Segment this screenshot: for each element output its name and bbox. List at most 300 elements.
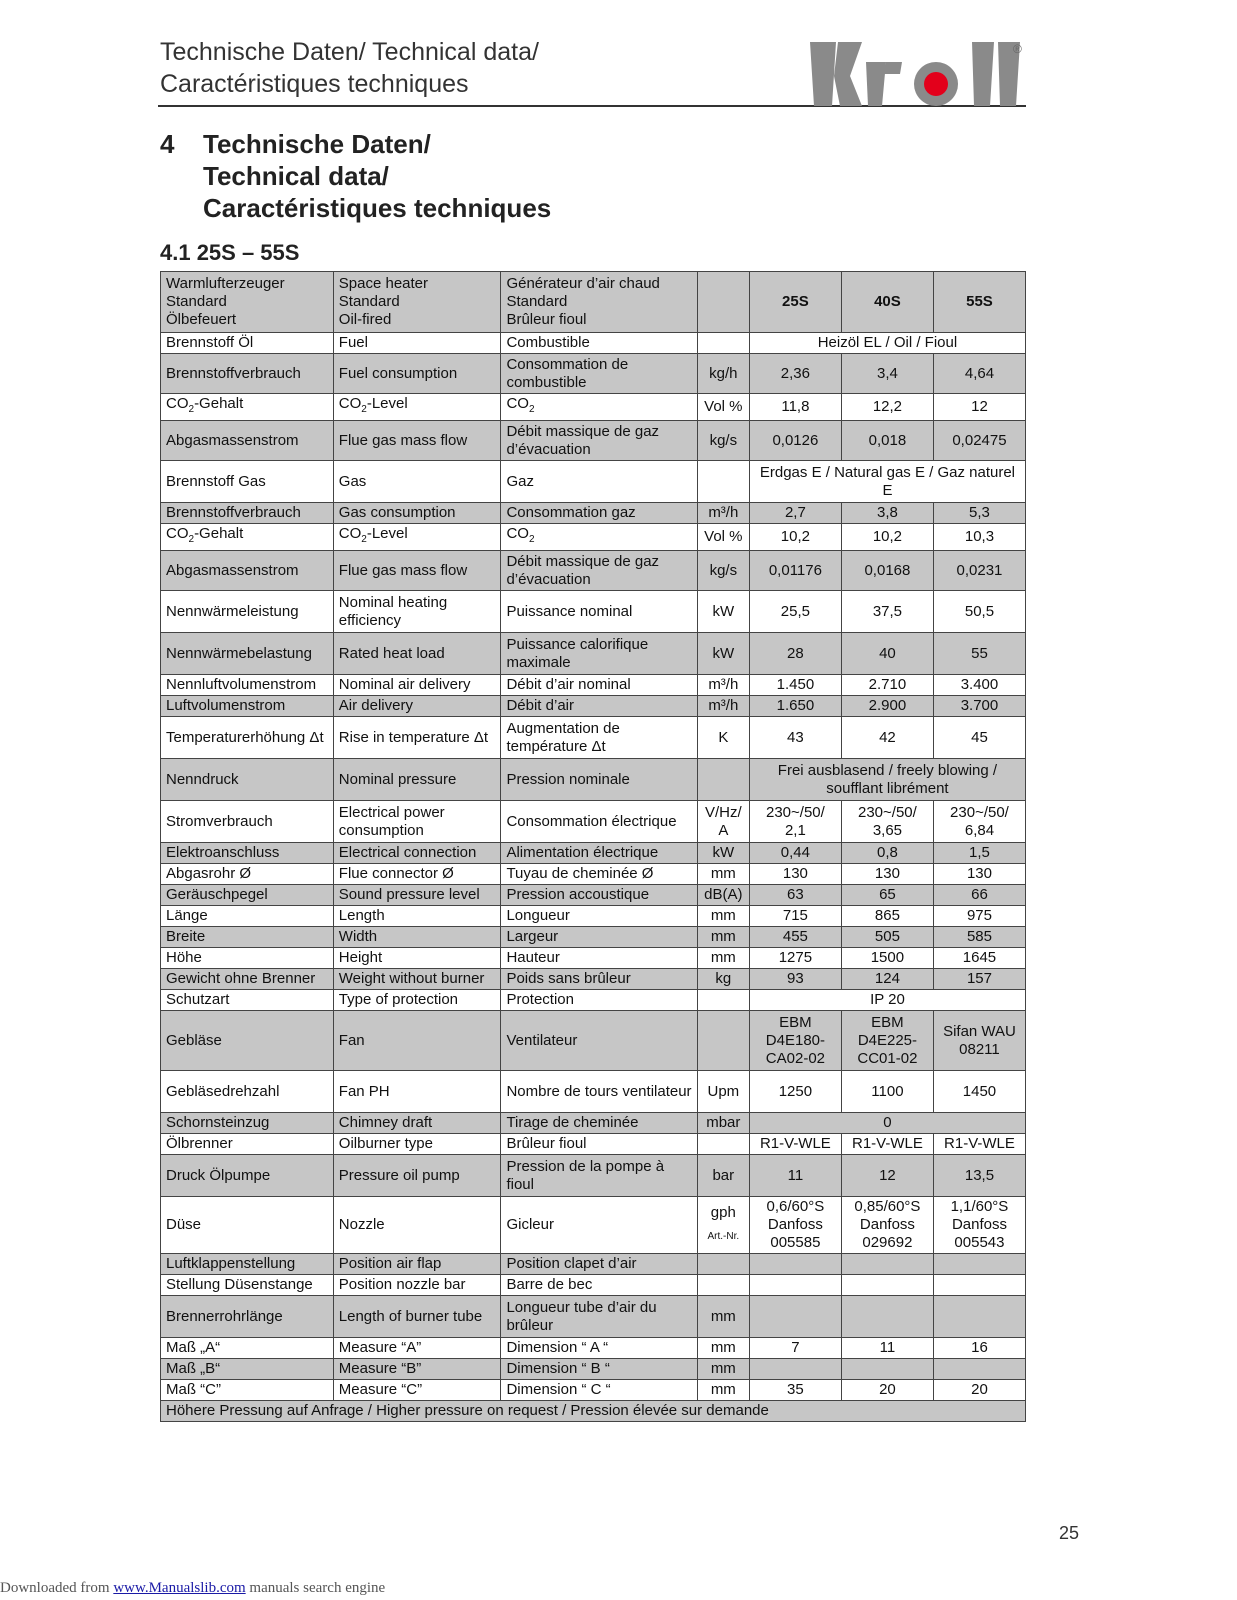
technical-data-body: [161, 272, 1026, 1422]
cell-unit: [697, 759, 749, 801]
cell-de: [161, 394, 334, 421]
cell-unit: [697, 1197, 749, 1254]
cell-fr: Dimension “ C “: [501, 1380, 697, 1401]
cell-value-25s: 93: [749, 969, 841, 990]
cell-de: Brennstoff Öl: [161, 333, 334, 354]
cell-value-55s: 130: [933, 864, 1025, 885]
table-row: [161, 1134, 1026, 1155]
cell-value-55s: [933, 1275, 1025, 1296]
cell-unit: Vol %: [697, 524, 749, 551]
cell-de: Abgasmassenstrom: [161, 551, 334, 591]
cell-fr: Brûleur fioul: [501, 1134, 697, 1155]
table-row: [161, 461, 1026, 503]
table-row: [161, 906, 1026, 927]
cell-value-25s: 230~/50/ 2,1: [749, 801, 841, 843]
subsection-heading: 4.1 25S – 55S: [160, 240, 300, 265]
cell-en: Air delivery: [333, 696, 501, 717]
cell-value-40s: 0,018: [841, 421, 933, 461]
cell-unit: mm: [697, 1296, 749, 1338]
cell-value-55s: Sifan WAU 08211: [933, 1011, 1025, 1071]
cell-fr: Ventilateur: [501, 1011, 697, 1071]
cell-de: Stromverbrauch: [161, 801, 334, 843]
cell-de: Brennstoffverbrauch: [161, 503, 334, 524]
cell-value-40s: 3,4: [841, 354, 933, 394]
table-footnote: Höhere Pressung auf Anfrage / Higher pressure on request / Pression élevée sur demande: [161, 1401, 1026, 1422]
cell-value-25s: 35: [749, 1380, 841, 1401]
cell-value-55s: 157: [933, 969, 1025, 990]
cell-fr-text: CO: [506, 395, 529, 412]
cell-en: Measure “C”: [333, 1380, 501, 1401]
table-row: [161, 503, 1026, 524]
cell-value-55s: 585: [933, 927, 1025, 948]
cell-unit: mm: [697, 1380, 749, 1401]
cell-value-55s: 1645: [933, 948, 1025, 969]
cell-de: Nennluftvolumenstrom: [161, 675, 334, 696]
cell-value-span: Heizöl EL / Oil / Fioul: [749, 333, 1025, 354]
cell-fr: Débit massique de gaz d’évacuation: [501, 421, 697, 461]
cell-fr: Gicleur: [501, 1197, 697, 1254]
cell-value-55s: 1,5: [933, 843, 1025, 864]
cell-en: Length: [333, 906, 501, 927]
cell-de: Elektroanschluss: [161, 843, 334, 864]
table-row: [161, 333, 1026, 354]
cell-value-span: Erdgas E / Natural gas E / Gaz naturel E: [749, 461, 1025, 503]
cell-value-25s: 25,5: [749, 591, 841, 633]
cell-unit: V/Hz/ A: [697, 801, 749, 843]
cell-value-55s: 16: [933, 1338, 1025, 1359]
cell-value-25s: 130: [749, 864, 841, 885]
header-en-line: Space heater: [338, 275, 429, 292]
cell-unit: [697, 990, 749, 1011]
cell-value-40s: 42: [841, 717, 933, 759]
cell-value-40s: 20: [841, 1380, 933, 1401]
cell-unit: mm: [697, 1338, 749, 1359]
cell-value-span: IP 20: [749, 990, 1025, 1011]
cell-value-55s: 975: [933, 906, 1025, 927]
cell-value-40s: 3,8: [841, 503, 933, 524]
cell-unit: [697, 333, 749, 354]
cell-fr: Débit massique de gaz d’évacuation: [501, 551, 697, 591]
cell-de: Abgasmassenstrom: [161, 421, 334, 461]
cell-en: Weight without burner: [333, 969, 501, 990]
cell-value-55s: [933, 1254, 1025, 1275]
header-model-25s: 25S: [749, 272, 841, 333]
cell-en: Position air flap: [333, 1254, 501, 1275]
cell-value-40s: 10,2: [841, 524, 933, 551]
cell-en: Oilburner type: [333, 1134, 501, 1155]
cell-value-55s: 66: [933, 885, 1025, 906]
cell-value-25s: 455: [749, 927, 841, 948]
cell-de: Gewicht ohne Brenner: [161, 969, 334, 990]
cell-value-40s: 1500: [841, 948, 933, 969]
cell-fr: [501, 524, 697, 551]
cell-value-55s: 0,02475: [933, 421, 1025, 461]
section-number: 4: [160, 129, 175, 159]
cell-fr: Tirage de cheminée: [501, 1113, 697, 1134]
cell-unit: mm: [697, 948, 749, 969]
table-header-row: [161, 272, 1026, 333]
cell-value-40s: 0,8: [841, 843, 933, 864]
table-row: [161, 990, 1026, 1011]
kroll-logo: [810, 40, 1030, 108]
table-row: [161, 1254, 1026, 1275]
cell-fr: Pression de la pompe à fioul: [501, 1155, 697, 1197]
cell-en: Pressure oil pump: [333, 1155, 501, 1197]
cell-unit: mm: [697, 927, 749, 948]
cell-value-25s: 43: [749, 717, 841, 759]
cell-fr: Alimentation électrique: [501, 843, 697, 864]
table-row: [161, 394, 1026, 421]
cell-fr: Barre de bec: [501, 1275, 697, 1296]
cell-fr: Dimension “ B “: [501, 1359, 697, 1380]
cell-value-40s: 12: [841, 1155, 933, 1197]
table-row: [161, 524, 1026, 551]
cell-unit: [697, 1275, 749, 1296]
cell-value-40s: 2.710: [841, 675, 933, 696]
table-row: [161, 633, 1026, 675]
cell-value-40s: 0,85/60°S Danfoss 029692: [841, 1197, 933, 1254]
cell-value-55s: [933, 1359, 1025, 1380]
cell-value-25s: 0,6/60°S Danfoss 005585: [749, 1197, 841, 1254]
download-suffix: manuals search engine: [245, 1580, 386, 1596]
cell-de: Schutzart: [161, 990, 334, 1011]
cell-value-25s: 715: [749, 906, 841, 927]
cell-value-25s: 0,0126: [749, 421, 841, 461]
cell-value-55s: 50,5: [933, 591, 1025, 633]
header-fr-line: Standard: [506, 293, 568, 310]
cell-en-suffix: -Level: [366, 395, 408, 412]
cell-en: Nozzle: [333, 1197, 501, 1254]
cell-en: Rise in temperature Δt: [333, 717, 501, 759]
cell-de: Temperaturerhöhung Δt: [161, 717, 334, 759]
download-prefix: Downloaded from: [0, 1580, 114, 1596]
cell-en-suffix: -Level: [366, 525, 408, 542]
cell-en: Electrical connection: [333, 843, 501, 864]
table-row: [161, 801, 1026, 843]
cell-fr: Pression accoustique: [501, 885, 697, 906]
cell-value-40s: 12,2: [841, 394, 933, 421]
cell-value-25s: 1.450: [749, 675, 841, 696]
cell-value-55s: 1450: [933, 1071, 1025, 1113]
cell-fr: Longueur tube d’air du brûleur: [501, 1296, 697, 1338]
cell-fr: Pression nominale: [501, 759, 697, 801]
cell-unit: mbar: [697, 1113, 749, 1134]
cell-value-25s: 2,36: [749, 354, 841, 394]
table-row: [161, 969, 1026, 990]
cell-fr: Dimension “ A “: [501, 1338, 697, 1359]
cell-de: Schornsteinzug: [161, 1113, 334, 1134]
cell-fr: Consommation gaz: [501, 503, 697, 524]
cell-fr: Poids sans brûleur: [501, 969, 697, 990]
table-footnote-row: [161, 1401, 1026, 1422]
cell-fr: Augmentation de température Δt: [501, 717, 697, 759]
cell-en: Position nozzle bar: [333, 1275, 501, 1296]
cell-unit: kW: [697, 633, 749, 675]
cell-value-55s: 3.400: [933, 675, 1025, 696]
section-title-line2: Technical data/: [203, 161, 389, 191]
cell-value-55s: 3.700: [933, 696, 1025, 717]
subscript: 2: [361, 534, 367, 545]
cell-value-40s: [841, 1296, 933, 1338]
cell-value-25s: [749, 1296, 841, 1338]
table-row: [161, 696, 1026, 717]
cell-de: Brennerrohrlänge: [161, 1296, 334, 1338]
cell-de-text: CO: [166, 525, 189, 542]
cell-de: Höhe: [161, 948, 334, 969]
cell-value-55s: 13,5: [933, 1155, 1025, 1197]
header-fr: [501, 272, 697, 333]
cell-unit: m³/h: [697, 503, 749, 524]
cell-fr: Combustible: [501, 333, 697, 354]
section-title-lines: [203, 128, 551, 224]
cell-fr-text: CO: [506, 525, 529, 542]
cell-value-55s: 1,1/60°S Danfoss 005543: [933, 1197, 1025, 1254]
cell-fr: Protection: [501, 990, 697, 1011]
cell-en: Fan: [333, 1011, 501, 1071]
table-row: [161, 927, 1026, 948]
cell-unit: Vol %: [697, 394, 749, 421]
cell-en: Width: [333, 927, 501, 948]
table-row: [161, 1380, 1026, 1401]
table-row: [161, 717, 1026, 759]
download-footer: [0, 1580, 385, 1597]
cell-en: Fuel: [333, 333, 501, 354]
cell-en: Measure “B”: [333, 1359, 501, 1380]
cell-de: Düse: [161, 1197, 334, 1254]
table-row: [161, 1071, 1026, 1113]
cell-en: Height: [333, 948, 501, 969]
table-row: [161, 759, 1026, 801]
cell-unit: K: [697, 717, 749, 759]
header-fr-line: Générateur d’air chaud: [506, 275, 660, 292]
table-row: [161, 1197, 1026, 1254]
cell-value-40s: R1-V-WLE: [841, 1134, 933, 1155]
cell-value-25s: 2,7: [749, 503, 841, 524]
cell-de-text: CO: [166, 395, 189, 412]
header-de-line: Standard: [166, 293, 227, 310]
header-de: [161, 272, 334, 333]
table-row: [161, 948, 1026, 969]
cell-de: Gebläse: [161, 1011, 334, 1071]
cell-de: Nennwärmebelastung: [161, 633, 334, 675]
cell-value-25s: [749, 1254, 841, 1275]
cell-de: Nenndruck: [161, 759, 334, 801]
subscript: 2: [361, 404, 367, 415]
cell-value-40s: [841, 1275, 933, 1296]
cell-fr: Gaz: [501, 461, 697, 503]
table-row: [161, 1011, 1026, 1071]
table-row: [161, 1338, 1026, 1359]
cell-de: Luftklappenstellung: [161, 1254, 334, 1275]
cell-en: [333, 394, 501, 421]
section-title-line3: Caractéristiques techniques: [203, 193, 552, 223]
subscript: 2: [528, 404, 535, 415]
cell-unit: mm: [697, 906, 749, 927]
table-row: [161, 551, 1026, 591]
cell-en: Type of protection: [333, 990, 501, 1011]
cell-en: Nominal heating efficiency: [333, 591, 501, 633]
cell-value-55s: 10,3: [933, 524, 1025, 551]
cell-de: Luftvolumenstrom: [161, 696, 334, 717]
table-row: [161, 1275, 1026, 1296]
subscript: 2: [528, 534, 535, 545]
cell-value-55s: 45: [933, 717, 1025, 759]
cell-en: Flue gas mass flow: [333, 421, 501, 461]
cell-en: Gas: [333, 461, 501, 503]
manualslib-link[interactable]: www.Manualslib.com: [113, 1580, 246, 1596]
cell-value-55s: 5,3: [933, 503, 1025, 524]
cell-unit: [697, 1011, 749, 1071]
cell-en: Length of burner tube: [333, 1296, 501, 1338]
header-de-line: Ölbefeuert: [166, 311, 237, 328]
cell-value-40s: 865: [841, 906, 933, 927]
subscript: 2: [188, 404, 195, 415]
cell-fr: Consommation de combustible: [501, 354, 697, 394]
cell-en: Rated heat load: [333, 633, 501, 675]
cell-en: Chimney draft: [333, 1113, 501, 1134]
cell-unit: kW: [697, 843, 749, 864]
cell-en-text: CO: [338, 395, 362, 412]
cell-unit: kg: [697, 969, 749, 990]
cell-value-40s: 40: [841, 633, 933, 675]
cell-fr: Consommation électrique: [501, 801, 697, 843]
cell-de: Geräuschpegel: [161, 885, 334, 906]
cell-value-55s: 12: [933, 394, 1025, 421]
cell-value-25s: 0,44: [749, 843, 841, 864]
header-en: [333, 272, 501, 333]
cell-de: Stellung Düsenstange: [161, 1275, 334, 1296]
cell-unit: mm: [697, 864, 749, 885]
cell-value-25s: [749, 1275, 841, 1296]
cell-value-25s: EBM D4E180- CA02-02: [749, 1011, 841, 1071]
cell-de: Ölbrenner: [161, 1134, 334, 1155]
cell-en: Electrical power consumption: [333, 801, 501, 843]
cell-value-40s: 2.900: [841, 696, 933, 717]
cell-en: Nominal air delivery: [333, 675, 501, 696]
cell-unit: kg/s: [697, 421, 749, 461]
cell-value-25s: 28: [749, 633, 841, 675]
table-row: [161, 1155, 1026, 1197]
cell-unit: kg/h: [697, 354, 749, 394]
registered-mark: ®: [1013, 42, 1022, 56]
cell-fr: Hauteur: [501, 948, 697, 969]
cell-unit: [697, 1254, 749, 1275]
header-en-line: Standard: [338, 293, 400, 310]
cell-unit: [697, 461, 749, 503]
cell-en: Measure “A”: [333, 1338, 501, 1359]
cell-fr: Nombre de tours ventilateur: [501, 1071, 697, 1113]
cell-en: Gas consumption: [333, 503, 501, 524]
cell-fr: [501, 394, 697, 421]
table-row: [161, 1296, 1026, 1338]
table-row: [161, 864, 1026, 885]
cell-value-55s: 20: [933, 1380, 1025, 1401]
cell-en: Flue gas mass flow: [333, 551, 501, 591]
cell-value-40s: 130: [841, 864, 933, 885]
cell-de-suffix: -Gehalt: [194, 395, 244, 412]
cell-value-25s: 1.650: [749, 696, 841, 717]
cell-value-40s: 65: [841, 885, 933, 906]
cell-value-25s: 63: [749, 885, 841, 906]
cell-en: Fan PH: [333, 1071, 501, 1113]
unit-text: gph: [710, 1204, 736, 1221]
cell-de: Brennstoffverbrauch: [161, 354, 334, 394]
cell-de: Gebläsedrehzahl: [161, 1071, 334, 1113]
cell-de: Abgasrohr Ø: [161, 864, 334, 885]
header-fr-line: Brûleur fioul: [506, 311, 587, 328]
table-row: [161, 675, 1026, 696]
running-header-line2: Caractéristiques techniques: [160, 70, 469, 98]
cell-unit: mm: [697, 1359, 749, 1380]
cell-value-25s: [749, 1359, 841, 1380]
cell-de: Maß „A“: [161, 1338, 334, 1359]
table-row: [161, 591, 1026, 633]
cell-value-25s: 7: [749, 1338, 841, 1359]
cell-en: Fuel consumption: [333, 354, 501, 394]
cell-value-55s: 55: [933, 633, 1025, 675]
cell-fr: Position clapet d’air: [501, 1254, 697, 1275]
cell-unit: kg/s: [697, 551, 749, 591]
cell-value-55s: 230~/50/ 6,84: [933, 801, 1025, 843]
cell-fr: Longueur: [501, 906, 697, 927]
cell-value-40s: 37,5: [841, 591, 933, 633]
cell-en-text: CO: [338, 525, 362, 542]
cell-value-40s: EBM D4E225- CC01-02: [841, 1011, 933, 1071]
cell-value-25s: 11: [749, 1155, 841, 1197]
table-row: [161, 354, 1026, 394]
cell-value-40s: 124: [841, 969, 933, 990]
technical-data-table: [160, 271, 1026, 1422]
cell-value-40s: 0,0168: [841, 551, 933, 591]
header-unit: [697, 272, 749, 333]
cell-value-40s: [841, 1254, 933, 1275]
cell-fr: Tuyau de cheminée Ø: [501, 864, 697, 885]
cell-value-40s: 1100: [841, 1071, 933, 1113]
cell-en: Sound pressure level: [333, 885, 501, 906]
cell-fr: Débit d’air nominal: [501, 675, 697, 696]
cell-de: Breite: [161, 927, 334, 948]
table-row: [161, 1359, 1026, 1380]
cell-unit: m³/h: [697, 675, 749, 696]
cell-unit: kW: [697, 591, 749, 633]
cell-en: Nominal pressure: [333, 759, 501, 801]
cell-fr: Puissance calorifique maximale: [501, 633, 697, 675]
cell-value-25s: 1275: [749, 948, 841, 969]
header-en-line: Oil-fired: [338, 311, 392, 328]
cell-de-suffix: -Gehalt: [194, 525, 244, 542]
cell-value-55s: R1-V-WLE: [933, 1134, 1025, 1155]
cell-value-25s: 11,8: [749, 394, 841, 421]
cell-de: Maß “C”: [161, 1380, 334, 1401]
cell-fr: Débit d’air: [501, 696, 697, 717]
cell-value-40s: 230~/50/ 3,65: [841, 801, 933, 843]
cell-value-55s: [933, 1296, 1025, 1338]
cell-value-25s: R1-V-WLE: [749, 1134, 841, 1155]
subscript: 2: [188, 534, 195, 545]
cell-de: Brennstoff Gas: [161, 461, 334, 503]
header-model-40s: 40S: [841, 272, 933, 333]
cell-value-span: 0: [749, 1113, 1025, 1134]
table-row: [161, 885, 1026, 906]
cell-de: Maß „B“: [161, 1359, 334, 1380]
table-row: [161, 843, 1026, 864]
cell-value-40s: [841, 1359, 933, 1380]
cell-value-55s: 4,64: [933, 354, 1025, 394]
cell-de: Länge: [161, 906, 334, 927]
cell-value-25s: 10,2: [749, 524, 841, 551]
unit-article-number: Art.-Nr.: [707, 1231, 740, 1242]
cell-en: Flue connector Ø: [333, 864, 501, 885]
